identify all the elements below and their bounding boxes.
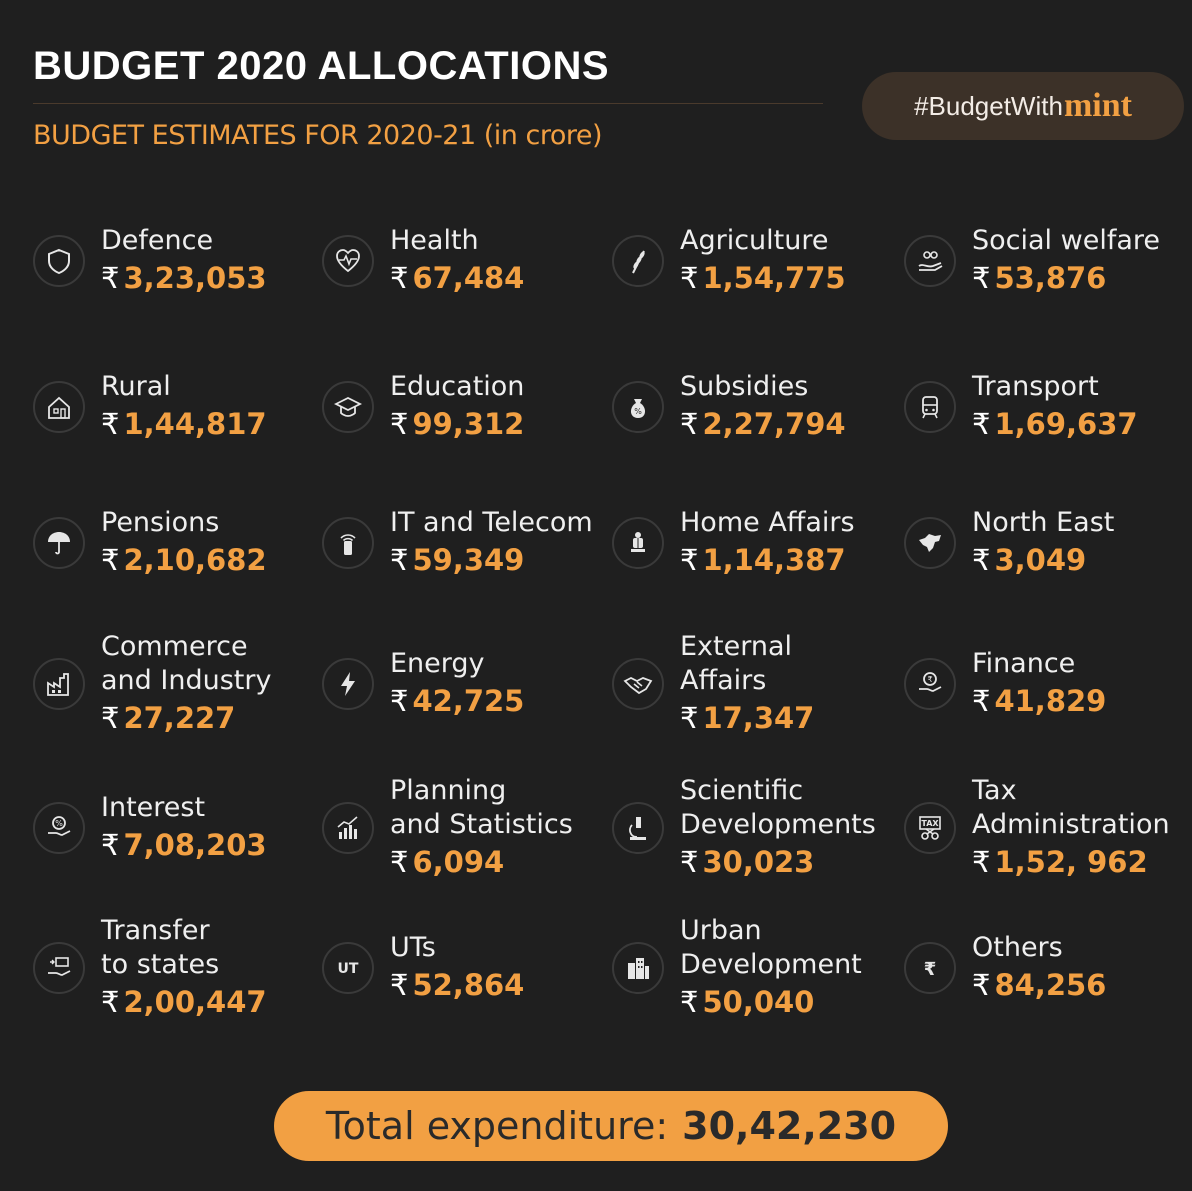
rupee-symbol: ₹ (101, 985, 120, 1019)
allocation-item (904, 908, 1106, 1028)
allocation-amount: 6,094 (412, 845, 505, 879)
allocation-item (904, 362, 1138, 452)
allocation-value (390, 404, 524, 444)
people-hand-icon (904, 235, 956, 287)
allocation-amount: 1,14,387 (702, 543, 846, 577)
svg-text:%: % (55, 819, 63, 828)
allocation-value (101, 258, 267, 298)
allocation-item (904, 498, 1114, 588)
allocation-item (322, 498, 593, 588)
umbrella-icon (33, 517, 85, 569)
rupee-symbol: ₹ (390, 845, 409, 879)
allocation-item (322, 216, 524, 306)
allocation-item (322, 362, 524, 452)
allocation-amount: 50,040 (702, 985, 815, 1019)
allocation-value (390, 681, 524, 721)
rupee-symbol: ₹ (101, 828, 120, 862)
allocation-value (390, 842, 573, 882)
allocation-value (390, 540, 593, 580)
allocation-label: UTs (390, 932, 436, 963)
allocation-amount: 7,08,203 (123, 828, 267, 862)
allocation-value (680, 258, 846, 298)
allocation-item (33, 498, 267, 588)
allocation-item (612, 498, 855, 588)
rupee-symbol: ₹ (972, 407, 991, 441)
allocation-item (322, 768, 573, 888)
allocation-amount: 42,725 (412, 684, 525, 718)
allocation-label: Rural (101, 371, 171, 402)
rupee-symbol: ₹ (390, 407, 409, 441)
allocation-item (33, 768, 267, 888)
allocation-amount: 1,44,817 (123, 407, 267, 441)
allocation-value (972, 842, 1170, 882)
allocation-amount: 52,864 (412, 968, 525, 1002)
ut-text-icon (322, 942, 374, 994)
rupee-symbol: ₹ (680, 845, 699, 879)
handshake-icon (612, 658, 664, 710)
allocation-item (612, 362, 846, 452)
rupee-symbol: ₹ (972, 543, 991, 577)
wheat-icon (612, 235, 664, 287)
allocation-item (322, 908, 524, 1028)
allocation-value (680, 540, 855, 580)
allocation-amount: 67,484 (412, 261, 525, 295)
allocation-item (612, 216, 846, 306)
house-icon (33, 381, 85, 433)
allocation-label: Planning and Statistics (390, 775, 573, 840)
bar-chart-icon (322, 802, 374, 854)
allocation-label: North East (972, 507, 1115, 538)
allocation-value (101, 825, 267, 865)
rupee-symbol: ₹ (680, 261, 699, 295)
rupee-symbol: ₹ (972, 684, 991, 718)
allocation-amount: 1,54,775 (702, 261, 846, 295)
allocation-value (680, 842, 876, 882)
buildings-icon (612, 942, 664, 994)
rupee-symbol: ₹ (972, 968, 991, 1002)
rupee-symbol: ₹ (680, 985, 699, 1019)
allocation-item (322, 624, 524, 744)
rupee-symbol: ₹ (972, 261, 991, 295)
graduation-cap-icon (322, 381, 374, 433)
rupee-symbol: ₹ (101, 261, 120, 295)
rupee-symbol: ₹ (101, 407, 120, 441)
allocation-value (101, 404, 267, 444)
rupee-symbol: ₹ (680, 407, 699, 441)
allocation-label: External Affairs (680, 631, 793, 696)
allocation-value (972, 258, 1160, 298)
allocation-label: Transfer to states (101, 915, 220, 980)
allocation-item (904, 768, 1170, 888)
allocation-value (680, 698, 814, 738)
allocation-amount: 2,10,682 (123, 543, 267, 577)
rupee-symbol: ₹ (101, 543, 120, 577)
allocation-label: Commerce and Industry (101, 631, 272, 696)
mobile-signal-icon (322, 517, 374, 569)
allocation-label: Pensions (101, 507, 220, 538)
train-icon (904, 381, 956, 433)
rupee-symbol: ₹ (390, 543, 409, 577)
emblem-icon (612, 517, 664, 569)
allocation-label: Others (972, 932, 1063, 963)
allocation-value (390, 965, 524, 1005)
rupee-icon (904, 942, 956, 994)
allocation-label: Urban Development (680, 915, 862, 980)
allocation-item (33, 216, 267, 306)
allocation-label: Energy (390, 648, 485, 679)
allocation-value (972, 681, 1106, 721)
rupee-symbol: ₹ (972, 845, 991, 879)
allocation-amount: 3,23,053 (123, 261, 267, 295)
total-expenditure-pill (274, 1091, 948, 1161)
microscope-icon (612, 802, 664, 854)
page-subtitle: BUDGET ESTIMATES FOR 2020-21 (in crore) (33, 120, 603, 151)
total-value: 30,42,230 (682, 1104, 897, 1148)
allocation-item (904, 624, 1106, 744)
allocation-amount: 41,829 (994, 684, 1107, 718)
allocation-label: Social welfare (972, 225, 1160, 256)
allocation-item (33, 908, 267, 1028)
allocation-amount: 84,256 (994, 968, 1107, 1002)
allocation-label: IT and Telecom (390, 507, 593, 538)
allocation-amount: 3,049 (994, 543, 1087, 577)
allocation-item (904, 216, 1160, 306)
svg-text:TAX: TAX (921, 819, 939, 828)
allocation-label: Defence (101, 225, 214, 256)
svg-text:₹: ₹ (927, 675, 933, 684)
map-region-icon (904, 517, 956, 569)
hashtag-prefix: #BudgetWith (914, 90, 1063, 121)
svg-text:UT: UT (337, 961, 359, 977)
allocation-value (390, 258, 524, 298)
allocation-value (972, 540, 1114, 580)
allocation-label: Finance (972, 648, 1076, 679)
allocation-label: Subsidies (680, 371, 809, 402)
hashtag-badge (862, 72, 1184, 140)
allocation-label: Agriculture (680, 225, 829, 256)
allocation-amount: 1,52, 962 (994, 845, 1148, 879)
rupee-symbol: ₹ (101, 701, 120, 735)
allocation-item (33, 624, 271, 744)
allocation-amount: 17,347 (702, 701, 815, 735)
rupee-symbol: ₹ (680, 701, 699, 735)
allocation-amount: 30,023 (702, 845, 815, 879)
svg-text:%: % (634, 407, 642, 416)
title-divider (33, 103, 823, 104)
allocation-amount: 59,349 (412, 543, 525, 577)
brand-logo: mint (1063, 87, 1132, 124)
lightning-icon (322, 658, 374, 710)
factory-icon (33, 658, 85, 710)
total-label: Total expenditure: (325, 1104, 669, 1148)
allocation-label: Interest (101, 792, 206, 823)
money-transfer-icon (33, 942, 85, 994)
allocation-item (33, 362, 267, 452)
rupee-symbol: ₹ (390, 684, 409, 718)
allocation-value (101, 540, 267, 580)
allocation-value (680, 404, 846, 444)
money-bag-icon (612, 381, 664, 433)
page-title: BUDGET 2020 ALLOCATIONS (33, 44, 610, 88)
allocation-item (612, 768, 876, 888)
allocation-value (101, 698, 271, 738)
allocation-label: Transport (972, 371, 1099, 402)
rupee-hand-icon (904, 658, 956, 710)
allocation-amount: 27,227 (123, 701, 236, 735)
allocation-item (612, 624, 814, 744)
percent-hand-icon (33, 802, 85, 854)
heartbeat-icon (322, 235, 374, 287)
svg-text:₹: ₹ (923, 959, 937, 980)
allocation-value (972, 965, 1106, 1005)
allocation-item (612, 908, 862, 1028)
allocation-value (680, 982, 862, 1022)
allocation-amount: 53,876 (994, 261, 1107, 295)
rupee-symbol: ₹ (390, 261, 409, 295)
shield-icon (33, 235, 85, 287)
rupee-symbol: ₹ (680, 543, 699, 577)
allocation-amount: 1,69,637 (994, 407, 1138, 441)
allocation-label: Home Affairs (680, 507, 855, 538)
allocation-value (972, 404, 1138, 444)
allocation-amount: 2,00,447 (123, 985, 267, 1019)
allocation-label: Education (390, 371, 525, 402)
allocation-amount: 99,312 (412, 407, 525, 441)
tax-scissors-icon (904, 802, 956, 854)
allocation-label: Scientific Developments (680, 775, 876, 840)
rupee-symbol: ₹ (390, 968, 409, 1002)
allocation-amount: 2,27,794 (702, 407, 846, 441)
allocation-label: Health (390, 225, 479, 256)
allocation-value (101, 982, 267, 1022)
allocation-label: Tax Administration (972, 775, 1170, 840)
